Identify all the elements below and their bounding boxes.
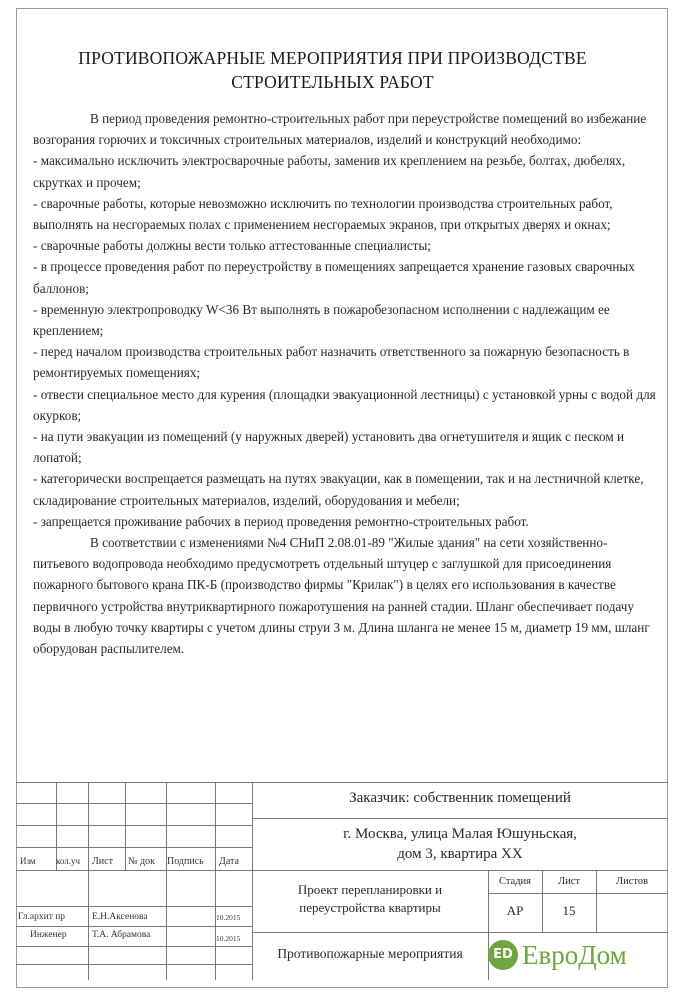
closing-paragraph: В соответствии с изменениями №4 СНиП 2.08.01-89 "Жилые здания" на сети хозяйственно-питьевого водопровода необходимо предусмотреть отдельный штуцер с заглушкой для присоединения пожарного бытового крана ПК-Б (производство фирмы "Крилак") в целях его использования в качестве первичного устройства внутриквартирного пожаротушения на ранней стадии. Шланг обеспечивает подачу воды в любую точку квартиры с учетом длины струи 3 м. Длина шланга не менее 15 м, диаметр 19 мм, шланг оборудован распылителем. bbox=[33, 535, 650, 657]
header-izm: Изм bbox=[20, 856, 36, 866]
row-role: Инженер bbox=[30, 930, 67, 940]
row-date: 10.2015 bbox=[216, 934, 241, 943]
list-item: - отвести специальное место для курения (площадки эвакуационной лестницы) с установкой урны с водой для окурков; bbox=[33, 386, 656, 423]
stamp-line bbox=[16, 906, 252, 907]
stamp-line bbox=[16, 964, 252, 965]
list-item: - категорически воспрещается размещать на путях эвакуации, как в помещении, так и на лестничной клетке, складирование строительных материалов, изделий, оборудования и мебели; bbox=[33, 471, 644, 508]
stage-label: Стадия bbox=[498, 876, 532, 887]
intro-paragraph: В период проведения ремонтно-строительных работ при переустройстве помещений во избежание возгорания горючих и токсичных строительных материалов, изделий и конструкций необходимо: bbox=[33, 111, 647, 148]
stamp-line bbox=[16, 946, 252, 947]
row-name: Е.Н.Аксенова bbox=[92, 912, 148, 922]
stamp-line bbox=[16, 847, 252, 848]
sheet-label: Лист bbox=[558, 876, 580, 887]
stamp-line bbox=[125, 782, 126, 870]
list-item: - сварочные работы должны вести только аттестованные специалисты; bbox=[33, 238, 431, 254]
stage-value: АР bbox=[506, 903, 524, 918]
stamp-line bbox=[16, 825, 252, 826]
page-title bbox=[30, 46, 635, 94]
header-podpis: Подпись bbox=[167, 856, 204, 867]
stamp-line bbox=[88, 782, 89, 980]
stamp-line bbox=[16, 926, 252, 927]
project-line-2: переустройства квартиры bbox=[299, 900, 441, 915]
row-role: Гл.архит пр bbox=[18, 912, 66, 922]
drawing-title: Противопожарные мероприятия bbox=[277, 946, 463, 961]
stamp-line bbox=[166, 782, 167, 980]
title-line-1: ПРОТИВОПОЖАРНЫЕ МЕРОПРИЯТИЯ ПРИ ПРОИЗВОДСТВЕ bbox=[78, 48, 587, 68]
list-item: - перед началом производства строительных работ назначить ответственного за пожарную безопасность в ремонтируемых помещениях; bbox=[33, 344, 630, 381]
customer: Заказчик: собственник помещений bbox=[349, 790, 571, 806]
stamp-line bbox=[215, 782, 216, 980]
body-text bbox=[33, 108, 658, 659]
logo-mark: ED bbox=[488, 940, 518, 970]
stamp-line bbox=[252, 870, 668, 871]
address-line-1: г. Москва, улица Малая Юшуньская, bbox=[343, 826, 577, 842]
logo-text: ЕвроДом bbox=[522, 940, 627, 970]
list-item: - на пути эвакуации из помещений (у наружных дверей) установить два огнетушителя и ящик с песком и лопатой; bbox=[33, 429, 625, 466]
company-logo bbox=[488, 937, 668, 977]
row-name: Т.А. Абрамова bbox=[92, 930, 151, 940]
list-item: - сварочные работы, которые невозможно исключить по технологии производства строительных работ, выполнять на несгораемых полах с применением несгораемых экранов, при открытых дверях и окнах; bbox=[33, 195, 613, 233]
sheet-value: 15 bbox=[562, 903, 576, 918]
header-list: Лист bbox=[92, 856, 113, 867]
header-data: Дата bbox=[219, 856, 239, 867]
list-item: - временную электропроводку W<36 Вт выполнять в пожаробезопасном исполнении с надлежащим ее креплением; bbox=[33, 301, 610, 339]
header-kol-uch: кол.уч bbox=[56, 856, 81, 866]
title-line-2: СТРОИТЕЛЬНЫХ РАБОТ bbox=[231, 72, 434, 92]
stamp-line bbox=[252, 818, 668, 819]
stamp-line bbox=[16, 870, 252, 871]
stamp-line bbox=[16, 803, 252, 804]
stamp-line bbox=[252, 932, 668, 933]
address-line-2: дом 3, квартира XX bbox=[397, 846, 523, 862]
list-item: - в процессе проведения работ по переустройству в помещениях запрещается хранение газовых сварочных баллонов; bbox=[33, 259, 635, 296]
project-line-1: Проект перепланировки и bbox=[297, 882, 443, 897]
list-item: - запрещается проживание рабочих в период проведения ремонтно-строительных работ. bbox=[33, 513, 529, 529]
row-date: 10.2015 bbox=[216, 913, 241, 922]
list-item: - максимально исключить электросварочные работы, заменив их креплением на резьбе, болтах, дюбелях, скрутках и прочем; bbox=[33, 153, 626, 190]
header-n-dok: № док bbox=[128, 856, 155, 867]
stamp-line bbox=[488, 893, 668, 894]
sheets-label: Листов bbox=[615, 876, 649, 887]
